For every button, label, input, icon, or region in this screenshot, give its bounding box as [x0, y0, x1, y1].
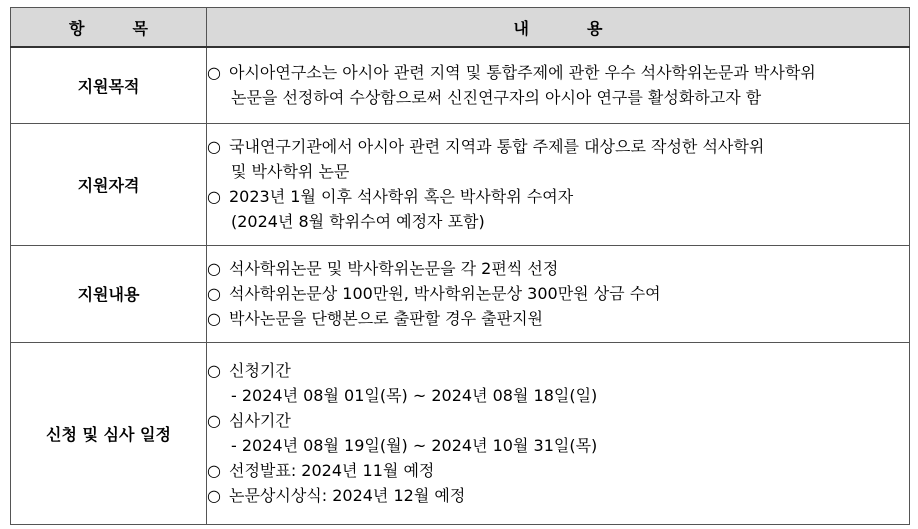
line-text: - 2024년 08월 01일(목) ~ 2024년 08월 18일(일) [231, 386, 598, 405]
content-line [207, 433, 909, 458]
header-row [11, 8, 910, 48]
bullet-circle: ○ [207, 411, 221, 430]
bullet-circle: ○ [207, 187, 221, 206]
bullet-circle: ○ [207, 361, 221, 380]
header-item [11, 8, 207, 48]
line-text: 논문을 선정하여 수상함으로써 신진연구자의 아시아 연구를 활성화하고자 함 [231, 88, 762, 108]
row-schedule [11, 342, 910, 524]
line-text: 박사논문을 단행본으로 출판할 경우 출판지원 [229, 309, 544, 328]
content-line [207, 281, 909, 306]
line-text: 석사학위논문 및 박사학위논문을 각 2편씩 선정 [229, 259, 559, 278]
line-text: 신청기간 [229, 361, 291, 380]
header-content-char1: 내 [513, 18, 529, 38]
bullet-circle: ○ [207, 137, 221, 156]
row-content [207, 342, 910, 524]
line-text: (2024년 8월 학위수여 예정자 포함) [231, 212, 485, 231]
row-label: 지원목적 [11, 47, 207, 123]
info-table [10, 7, 910, 525]
bullet-circle: ○ [207, 461, 221, 480]
line-text: 석사학위논문상 100만원, 박사학위논문상 300만원 상금 수여 [229, 284, 661, 303]
content-line [207, 85, 909, 110]
row-eligibility [11, 123, 910, 245]
content-line [207, 408, 909, 433]
content-line [207, 383, 909, 408]
row-support [11, 245, 910, 342]
content-line [207, 134, 909, 159]
content-line [207, 306, 909, 331]
content-line [207, 256, 909, 281]
content-line [207, 358, 909, 383]
line-text: 2023년 1월 이후 석사학위 혹은 박사학위 수여자 [229, 187, 574, 206]
bullet-circle: ○ [207, 259, 221, 278]
line-text: 논문상시상식: 2024년 12월 예정 [229, 486, 466, 505]
row-content [207, 245, 910, 342]
bullet-circle: ○ [207, 486, 221, 505]
line-text: 아시아연구소는 아시아 관련 지역 및 통합주제에 관한 우수 석사학위논문과 박사학위 [229, 63, 816, 83]
header-item-char2: 목 [132, 18, 148, 38]
bullet-circle: ○ [207, 63, 221, 83]
content-line [207, 159, 909, 184]
header-content-char2: 용 [587, 18, 603, 38]
row-content [207, 123, 910, 245]
content-line [207, 60, 909, 85]
row-label: 신청 및 심사 일정 [11, 342, 207, 524]
header-content [207, 8, 910, 48]
content-line [207, 458, 909, 483]
row-content [207, 47, 910, 123]
header-item-char1: 항 [69, 18, 85, 38]
line-text: 심사기간 [229, 411, 291, 430]
content-line [207, 209, 909, 234]
content-line [207, 184, 909, 209]
content-line [207, 483, 909, 508]
line-text: 및 박사학위 논문 [231, 162, 350, 181]
line-text: - 2024년 08월 19일(월) ~ 2024년 10월 31일(목) [231, 436, 598, 455]
row-label: 지원자격 [11, 123, 207, 245]
row-label: 지원내용 [11, 245, 207, 342]
bullet-circle: ○ [207, 284, 221, 303]
row-purpose [11, 47, 910, 123]
line-text: 국내연구기관에서 아시아 관련 지역과 통합 주제를 대상으로 작성한 석사학위 [229, 137, 765, 156]
bullet-circle: ○ [207, 309, 221, 328]
line-text: 선정발표: 2024년 11월 예정 [229, 461, 435, 480]
